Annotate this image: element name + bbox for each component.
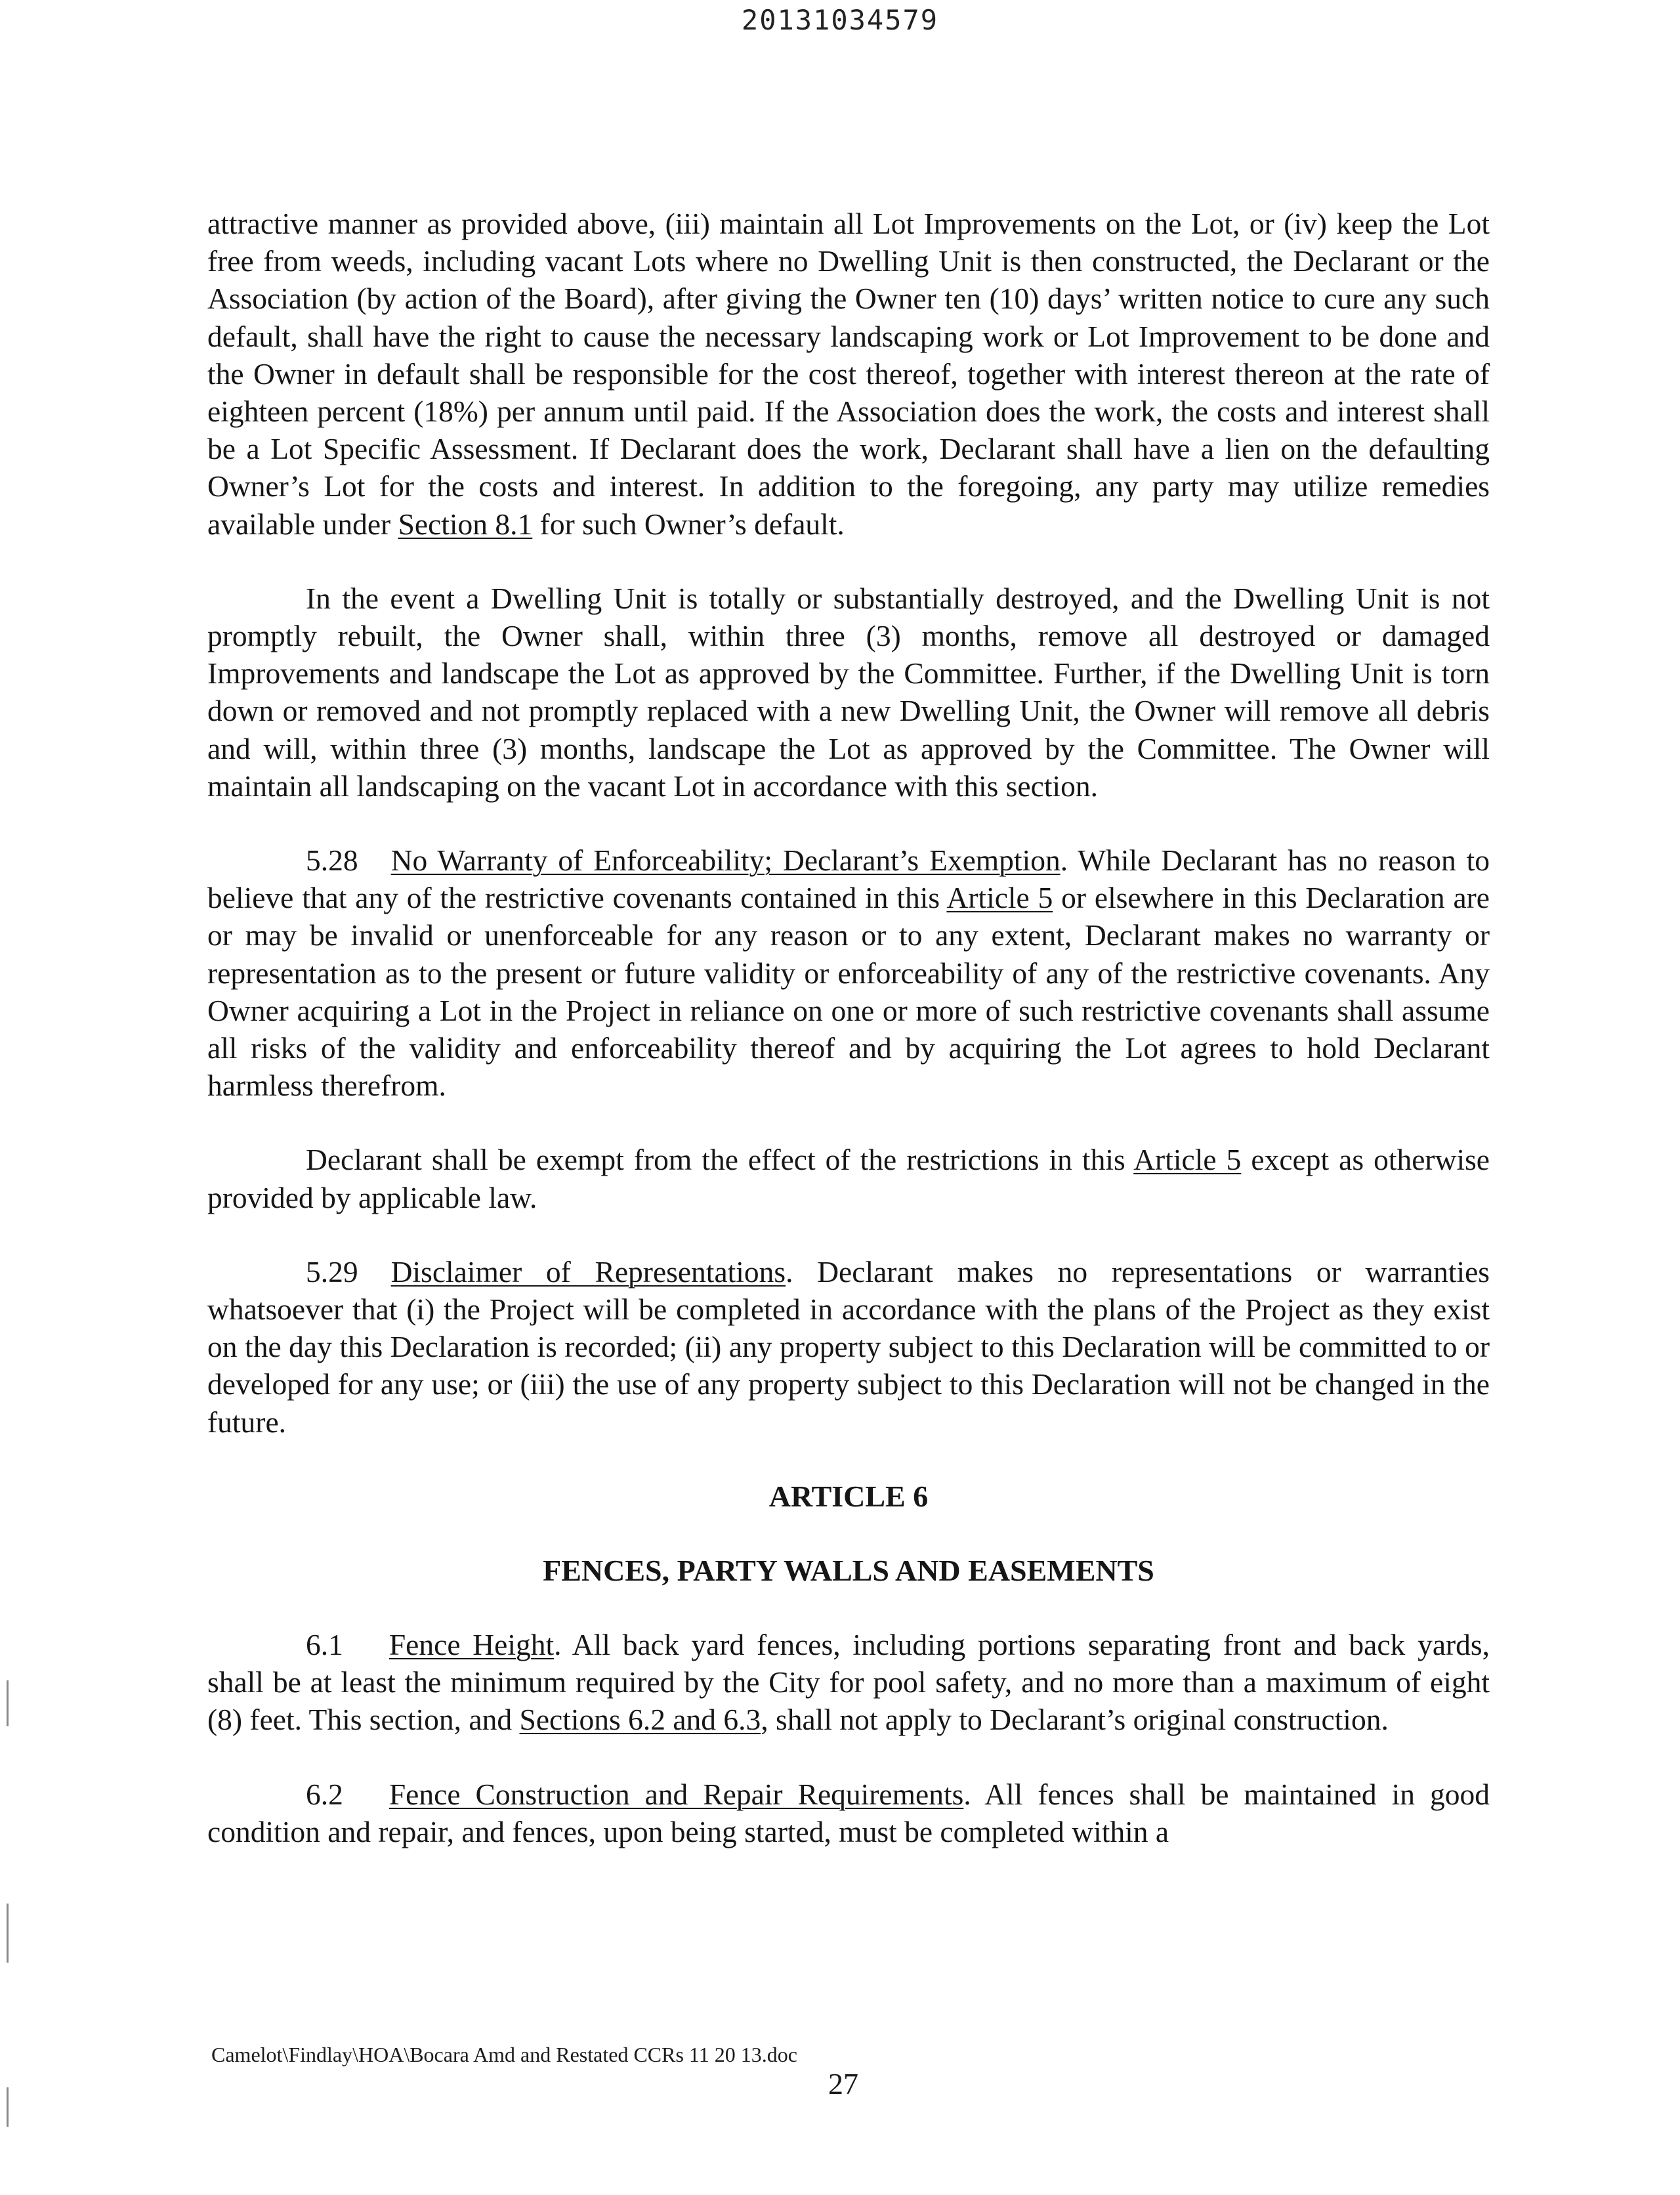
section-8-1-reference: Section 8.1 [398, 507, 533, 541]
section-number: 6.2 [306, 1777, 343, 1811]
section-title: Fence Construction and Repair Requirements [388, 1777, 964, 1811]
article-heading: ARTICLE 6 [768, 1479, 929, 1513]
article-subheading: FENCES, PARTY WALLS AND EASEMENTS [543, 1553, 1154, 1587]
paragraph-destroyed-dwelling: In the event a Dwelling Unit is totally or substantially destroyed, and the Dwelling Unit is not promptly rebuilt, the Owner shall, within three (3) months, remove all destroyed or damaged Improvements and landscape the Lot as approved by the Committee. Further, if the Dwelling Unit is torn down or removed and not promptly replaced with a new Dwelling Unit, the Owner will remove all debris and will, within three (3) months, landscape the Lot as approved by the Committee. The Owner will maintain all landscaping on the vacant Lot in accordance with this section. [207, 581, 1490, 803]
scan-edge-mark [7, 1680, 9, 1726]
article-5-reference: Article 5 [946, 881, 1053, 915]
section-number: 6.1 [306, 1627, 343, 1661]
section-6-1: 6.1 Fence Height. All back yard fences, including portions separating front and back yards, shall be at least the minimum required by the City for pool safety, and no more than a maximum of eight (8) feet. This section, and Sections 6.2 and 6.3, shall not apply to Declarant’s original construction. [207, 1627, 1490, 1737]
page-number: 27 [828, 2067, 858, 2100]
section-title: Fence Height [388, 1627, 555, 1661]
section-6-2: 6.2 Fence Construction and Repair Requirements. All fences shall be maintained in good condition and repair, and fences, upon being started, must be completed within a [207, 1777, 1490, 1848]
section-5-28: 5.28 No Warranty of Enforceability; Declarant’s Exemption. While Declarant has no reason to believe that any of the restrictive covenants contained in this Article 5 or elsewhere in this Declaration are or may be invalid or unenforceable for any reason or to any extent, Declarant makes no warranty or representation as to the present or future validity or enforceability of any of the restrictive covenants. Any Owner acquiring a Lot in the Project in reliance on one or more of such restrictive covenants shall assume all risks of the validity and enforceability thereof and by acquiring the Lot agrees to hold Declarant harmless therefrom. [207, 843, 1490, 1103]
document-body [207, 205, 1490, 1850]
paragraph-lot-maintenance-default: attractive manner as provided above, (iii) maintain all Lot Improvements on the Lot, or (iv) keep the Lot free from weeds, including vacant Lots where no Dwelling Unit is then constructed, the Declarant or the Association (by action of the Board), after giving the Owner ten (10) days’ written notice to cure any such default, shall have the right to cause the necessary landscaping work or Lot Improvement to be done and the Owner in default shall be responsible for the cost thereof, together with interest thereon at the rate of eighteen percent (18%) per annum until paid. If the Association does the work, the costs and interest shall be a Lot Specific Assessment. If Declarant does the work, Declarant shall have a lien on the defaulting Owner’s Lot for the costs and interest. In addition to the foregoing, any party may utilize remedies available under Section 8.1 for such Owner’s default. [207, 207, 1490, 541]
footer-file-path: Camelot\Findlay\HOA\Bocara Amd and Restated CCRs 11 20 13.doc [211, 2043, 797, 2066]
recording-number: 20131034579 [741, 4, 939, 36]
paragraph-declarant-exemption: Declarant shall be exempt from the effect of the restrictions in this Article 5 except as otherwise provided by applicable law. [207, 1143, 1490, 1214]
scan-edge-mark [7, 2087, 9, 2127]
section-number: 5.29 [306, 1254, 358, 1289]
article-5-reference: Article 5 [1133, 1143, 1242, 1177]
section-title: Disclaimer of Representations [390, 1254, 786, 1289]
section-number: 5.28 [306, 843, 358, 878]
section-5-29: 5.29 Disclaimer of Representations. Declarant makes no representations or warranties whatsoever that (i) the Project will be completed in accordance with the plans of the Project as they exist on the day this Declaration is recorded; (ii) any property subject to this Declaration will be committed to or developed for any use; or (iii) the use of any property subject to this Declaration will not be changed in the future. [207, 1254, 1490, 1439]
scan-edge-mark [7, 1904, 9, 1963]
section-title: No Warranty of Enforceability; Declarant’s Exemption [390, 843, 1060, 878]
sections-6-2-6-3-reference: Sections 6.2 and 6.3 [519, 1703, 761, 1737]
